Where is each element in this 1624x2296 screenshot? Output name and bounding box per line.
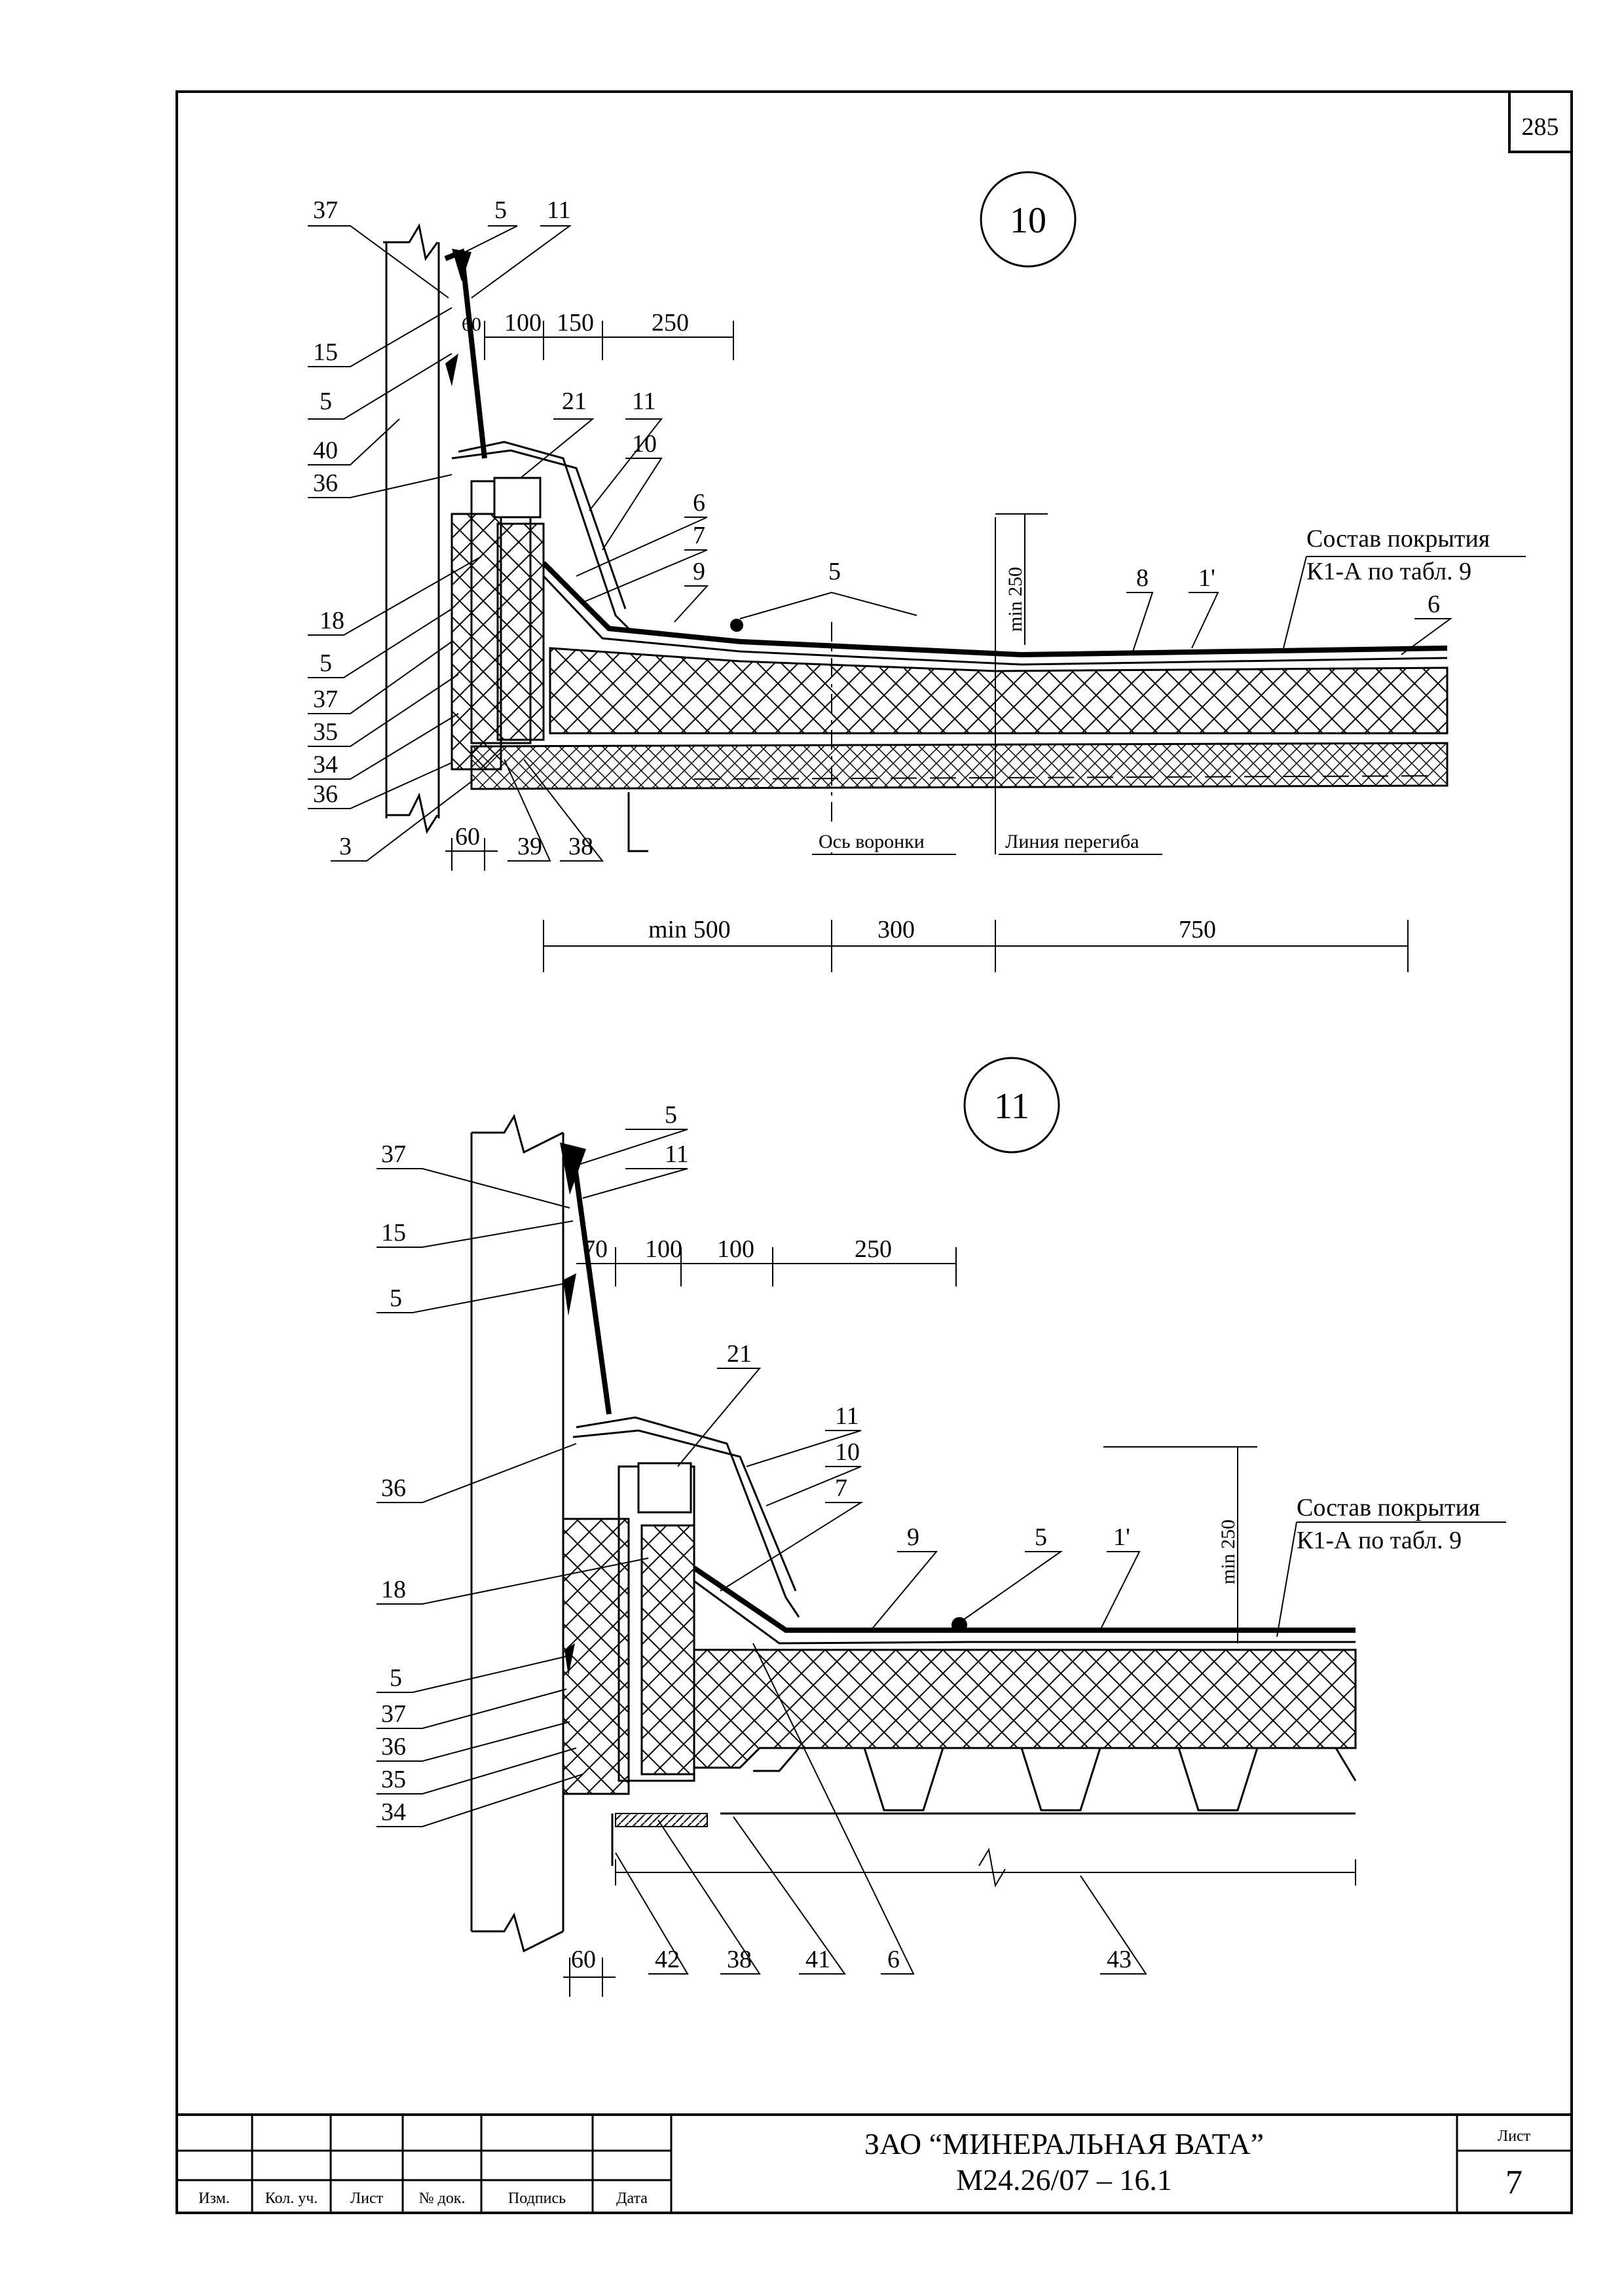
callout-10-18: 18: [320, 607, 344, 634]
dim-10-150: 150: [557, 309, 594, 337]
callout-11-41: 41: [805, 1946, 830, 1973]
sealant-11-mid: [563, 1273, 576, 1316]
height-dim-10-label: min 250: [1005, 566, 1026, 632]
callout-11-15: 15: [381, 1219, 406, 1247]
detail-11: [377, 1058, 1506, 1997]
callout-11-43: 43: [1107, 1946, 1132, 1973]
funnel-axis-label: Ось воронки: [819, 831, 925, 852]
callout-10-1p: 1': [1198, 564, 1215, 592]
callout-11-38: 38: [727, 1946, 752, 1973]
col-signature: Подпись: [507, 2190, 566, 2207]
flashing-strip-top: [445, 252, 485, 458]
document-code: М24.26/07 – 16.1: [956, 2163, 1172, 2196]
callout-10-15: 15: [313, 338, 338, 366]
callout-11-18: 18: [381, 1576, 406, 1603]
break-mark-top: [383, 226, 437, 259]
roof-note-10-line1: Состав покрытия: [1306, 525, 1490, 553]
callout-10-6b: 6: [1428, 591, 1440, 618]
bend-line-label: Линия перегиба: [1005, 831, 1139, 852]
col-izm: Изм.: [198, 2190, 230, 2207]
callout-10-5c: 5: [828, 558, 841, 585]
company-name: ЗАО “МИНЕРАЛЬНАЯ ВАТА”: [864, 2127, 1264, 2160]
callout-11-36a: 36: [381, 1474, 406, 1502]
callout-10-6a: 6: [693, 489, 705, 517]
sheet-label: Лист: [1497, 2128, 1531, 2145]
membrane-11-under: [694, 1581, 1356, 1643]
callout-11-11b: 11: [835, 1402, 859, 1430]
dim-10-750: 750: [1179, 916, 1216, 943]
callout-11-1p: 1': [1113, 1523, 1130, 1551]
callout-10-8: 8: [1136, 564, 1149, 592]
detail-10: [308, 172, 1526, 972]
callout-10-5a: 5: [494, 196, 507, 224]
callout-11-37b: 37: [381, 1700, 406, 1728]
roof-slab-10: [471, 743, 1447, 789]
drain-bracket: [629, 792, 648, 851]
callout-11-34: 34: [381, 1798, 406, 1826]
callout-10-10: 10: [632, 430, 657, 458]
parapet-11-insulation: [642, 1525, 694, 1774]
bracket-21: [494, 478, 540, 517]
callout-10-40: 40: [313, 437, 338, 464]
dim-10-100: 100: [504, 309, 542, 337]
callout-10-11a: 11: [547, 196, 571, 224]
col-date: Дата: [616, 2190, 648, 2207]
callout-10-36b: 36: [313, 780, 338, 808]
callout-10-39: 39: [517, 833, 542, 860]
dim-11-100a: 100: [645, 1235, 682, 1263]
callout-11-42: 42: [655, 1946, 680, 1973]
callout-10-3: 3: [339, 833, 352, 860]
callout-11-9: 9: [907, 1523, 919, 1551]
callout-11-36b: 36: [381, 1733, 406, 1760]
callout-11-7: 7: [835, 1474, 847, 1502]
dim-11-70: 70: [583, 1235, 608, 1263]
callout-10-5b: 5: [320, 388, 332, 415]
callout-10-37a: 37: [313, 196, 338, 224]
roof-note-11-line2: К1-А по табл. 9: [1297, 1527, 1462, 1554]
callout-11-21: 21: [727, 1340, 752, 1368]
callout-10-36a: 36: [313, 469, 338, 497]
callout-11-35: 35: [381, 1766, 406, 1793]
callout-11-10: 10: [835, 1438, 860, 1466]
col-kol-uch: Кол. уч.: [265, 2190, 318, 2207]
title-block-rows: [177, 2151, 671, 2180]
callout-11-5c: 5: [1035, 1523, 1047, 1551]
detail-10-number: 10: [1010, 200, 1046, 241]
dim-11-break: [979, 1850, 1005, 1886]
bracket-11-21: [638, 1463, 691, 1512]
detail-11-number: 11: [994, 1086, 1029, 1127]
col-list: Лист: [350, 2190, 384, 2207]
dim-10-60-bottom-label: 60: [455, 823, 480, 850]
parapet-insulation: [498, 524, 544, 740]
dim-11-250: 250: [855, 1235, 892, 1263]
break-11-bottom: [471, 1915, 563, 1951]
callout-10-21: 21: [562, 388, 587, 415]
callout-10-38: 38: [568, 833, 593, 860]
dim-11-60-bottom-label: 60: [571, 1946, 596, 1973]
callout-11-11a: 11: [665, 1140, 689, 1168]
callout-11-6: 6: [887, 1946, 900, 1973]
sheet-value: 7: [1505, 2164, 1522, 2201]
dim-chain-top-11: [576, 1247, 956, 1286]
callouts-11: [377, 1101, 1146, 1974]
dim-10-250: 250: [652, 309, 689, 337]
height-dim-11-label: min 250: [1217, 1519, 1239, 1584]
callout-10-34: 34: [313, 751, 338, 778]
title-block: [177, 2115, 1572, 2213]
roof-note-11-line1: Состав покрытия: [1297, 1494, 1481, 1522]
sheet-number-top: 285: [1521, 113, 1559, 141]
callout-10-7: 7: [693, 522, 705, 549]
profiled-deck: [753, 1748, 1356, 1810]
col-doc-no: № док.: [418, 2190, 466, 2207]
callout-10-9: 9: [693, 558, 705, 585]
callout-11-5a: 5: [665, 1101, 677, 1129]
wall-insulation: [452, 514, 501, 769]
callout-10-35: 35: [313, 718, 338, 746]
callout-11-5d: 5: [390, 1664, 402, 1692]
callout-11-37a: 37: [381, 1140, 406, 1168]
callout-10-5d: 5: [320, 649, 332, 677]
dim-10-300: 300: [877, 916, 915, 943]
sealant-mid: [445, 354, 458, 386]
dim-10-60: 60: [462, 314, 481, 335]
dim-10-min500: min 500: [648, 916, 731, 943]
callout-11-5b: 5: [390, 1285, 402, 1312]
seal-bead-5: [730, 619, 743, 632]
callout-10-37b: 37: [313, 685, 338, 713]
callout-10-11b: 11: [632, 388, 656, 415]
roof-note-10-line2: К1-А по табл. 9: [1306, 558, 1472, 585]
break-11-top: [471, 1116, 563, 1152]
dim-11-100b: 100: [717, 1235, 754, 1263]
dim-11-bottom: [616, 1859, 1356, 1886]
